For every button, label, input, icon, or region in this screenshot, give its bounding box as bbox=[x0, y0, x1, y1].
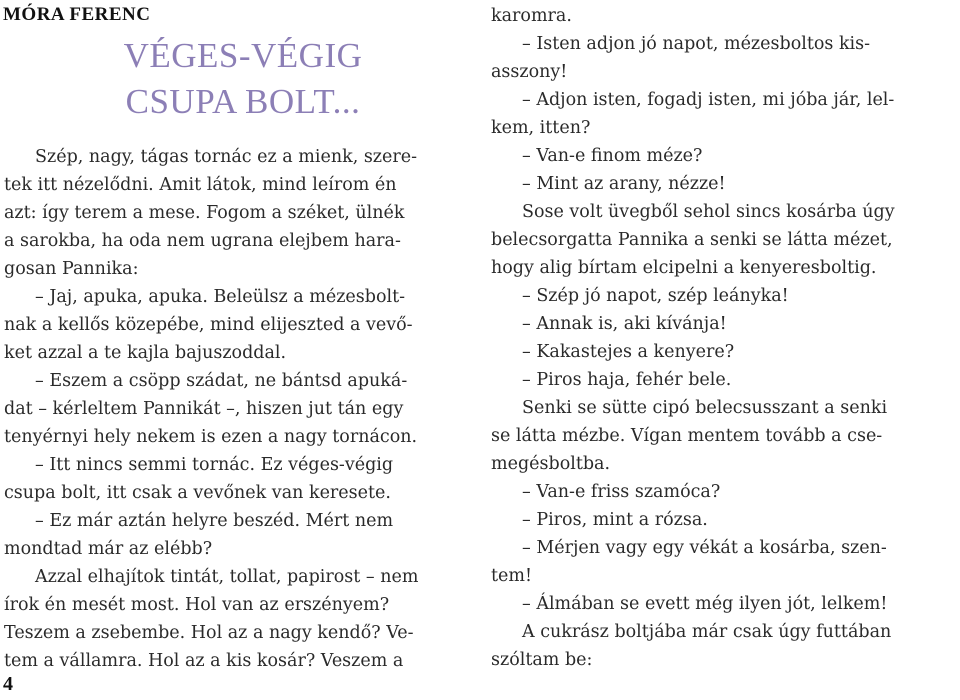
text-line: – Van-e finom méze? bbox=[522, 146, 703, 166]
text-line: ket azzal a te kajla bajuszoddal. bbox=[4, 343, 287, 363]
text-line: – Kakastejes a kenyere? bbox=[522, 342, 735, 362]
text-line: írok én mesét most. Hol van az erszényem? bbox=[4, 595, 390, 615]
text-line: se látta mézbe. Vígan mentem tovább a cse- bbox=[491, 426, 883, 446]
text-line: nak a kellős közepébe, mind elijeszted a vevő- bbox=[4, 315, 413, 335]
text-line: hogy alig bírtam elcipelni a kenyeresboltig. bbox=[491, 258, 877, 278]
text-line: Azzal elhajítok tintát, tollat, papirost – nem bbox=[35, 567, 419, 587]
text-line: azt: így terem a mese. Fogom a széket, ülnék bbox=[4, 203, 405, 223]
text-line: Szép, nagy, tágas tornác ez a mienk, szere- bbox=[35, 147, 418, 167]
text-line: tek itt nézelődni. Amit látok, mind leírom én bbox=[4, 175, 397, 195]
text-line: – Eszem a csöpp szádat, ne bántsd apuká- bbox=[35, 371, 408, 391]
text-line: tenyérnyi hely nekem is ezen a nagy tornácon. bbox=[4, 427, 418, 447]
text-line: – Itt nincs semmi tornác. Ez véges-végig bbox=[35, 455, 394, 475]
text-line: a sarokba, ha oda nem ugrana elejbem hara- bbox=[4, 231, 401, 251]
text-line: – Mint az arany, nézze! bbox=[522, 174, 726, 194]
text-line: asszony! bbox=[491, 62, 568, 82]
text-line: csupa bolt, itt csak a vevőnek van keresete. bbox=[4, 483, 391, 503]
text-line: – Adjon isten, fogadj isten, mi jóba jár, lel- bbox=[522, 90, 895, 110]
text-line: dat – kérleltem Pannikát –, hiszen jut tán egy bbox=[4, 399, 404, 419]
text-line: – Jaj, apuka, apuka. Beleülsz a mézesbolt- bbox=[35, 287, 406, 307]
story-title-line-2: CSUPA BOLT... bbox=[125, 82, 361, 121]
page-number: 4 bbox=[3, 673, 13, 695]
text-line: – Isten adjon jó napot, mézesboltos kis- bbox=[522, 34, 871, 54]
text-line: – Van-e friss szamóca? bbox=[522, 482, 721, 502]
text-line: Sose volt üvegből sehol sincs kosárba úgy bbox=[522, 202, 895, 222]
text-line: karomra. bbox=[491, 6, 572, 26]
text-line: – Mérjen vagy egy vékát a kosárba, szen- bbox=[522, 538, 887, 558]
text-line: tem a vállamra. Hol az a kis kosár? Veszem a bbox=[4, 651, 404, 671]
text-line: – Piros, mint a rózsa. bbox=[522, 510, 708, 530]
text-line: Teszem a zsebembe. Hol az a nagy kendő? Ve- bbox=[4, 623, 414, 643]
text-line: szóltam be: bbox=[491, 650, 593, 670]
text-line: – Annak is, aki kívánja! bbox=[522, 314, 727, 334]
author-name: MÓRA FERENC bbox=[3, 4, 151, 25]
text-line: – Szép jó napot, szép leányka! bbox=[522, 286, 789, 306]
story-title-line-1: VÉGES-VÉGIG bbox=[123, 36, 363, 75]
text-line: gosan Pannika: bbox=[4, 259, 139, 279]
text-line: tem! bbox=[491, 566, 533, 586]
text-line: – Ez már aztán helyre beszéd. Mért nem bbox=[35, 511, 394, 531]
text-line: mondtad már az elébb? bbox=[4, 539, 213, 559]
text-line: – Álmában se evett még ilyen jót, lelkem! bbox=[522, 594, 888, 614]
text-line: Senki se sütte cipó belecsusszant a senki bbox=[522, 398, 888, 418]
text-line: megésboltba. bbox=[491, 454, 611, 474]
text-line: A cukrász boltjába már csak úgy futtában bbox=[522, 622, 892, 642]
text-line: – Piros haja, fehér bele. bbox=[522, 370, 732, 390]
text-line: kem, itten? bbox=[491, 118, 591, 138]
text-line: belecsorgatta Pannika a senki se látta mézet, bbox=[491, 230, 893, 250]
